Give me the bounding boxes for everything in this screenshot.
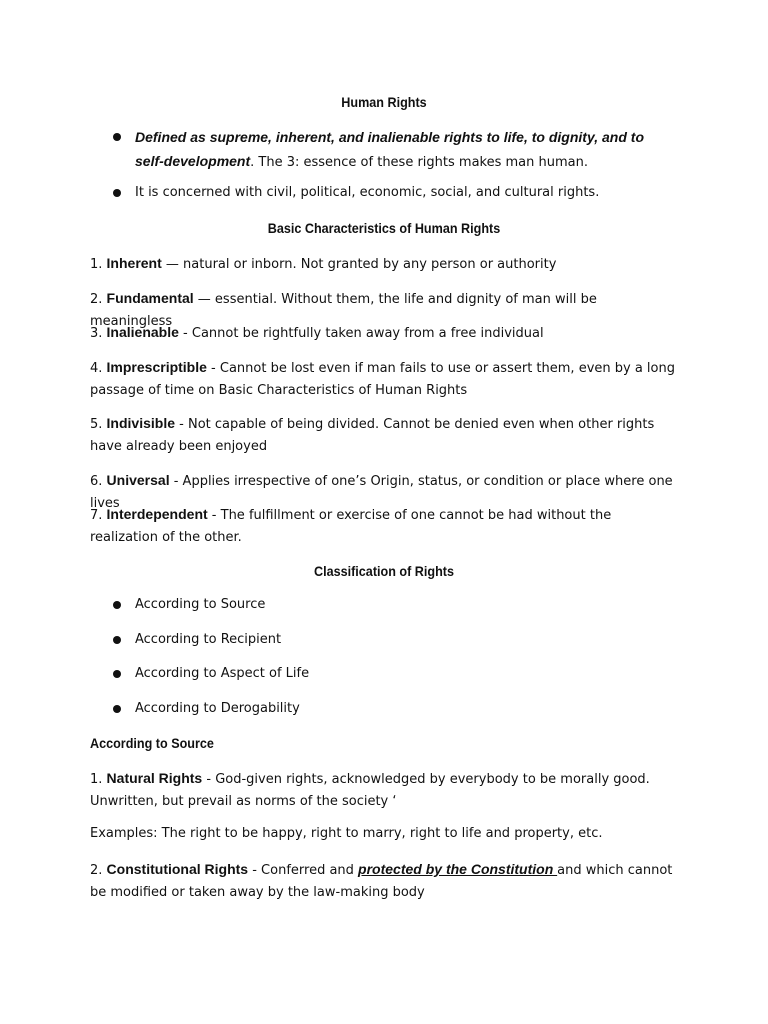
characteristic-item: 4. Imprescriptible - Cannot be lost even if man fails to use or assert them, even by a long passage of time on Basic Characteristics of Human Rights [90, 359, 675, 398]
intro-bullet-2: It is concerned with civil, political, economic, social, and cultural rights. [135, 185, 600, 200]
bullet-icon [113, 601, 121, 609]
bullet-icon [113, 189, 121, 197]
bullet-icon [113, 670, 121, 678]
examples-text: Examples: The right to be happy, right to marry, right to life and property, etc. [90, 826, 603, 841]
classification-heading: Classification of Rights [313, 563, 455, 579]
natural-rights-item: 1. Natural Rights - God-given rights, acknowledged by everybody to be morally good. Unwritten, but prevail as norms of the society ‘ [90, 770, 650, 809]
bullet-icon [113, 133, 121, 141]
characteristic-item: 3. Inalienable - Cannot be rightfully taken away from a free individual [90, 324, 544, 341]
intro-bullet-1 [135, 126, 675, 174]
source-heading: According to Source [90, 735, 214, 751]
definition-emphasis: Defined as supreme, inherent, and inalienable rights to life, to dignity, and to self-development [135, 129, 644, 169]
constitutional-rights-item: 2. Constitutional Rights - Conferred and protected by the Constitution and which cannot be modified or taken away by the law-making body [90, 861, 673, 900]
constitution-emphasis: protected by the Constitution [358, 861, 558, 877]
classification-item: According to Source [135, 597, 266, 612]
document-title: Human Rights [341, 94, 427, 110]
classification-item: According to Recipient [135, 632, 282, 647]
bullet-icon [113, 636, 121, 644]
characteristic-item: 1. Inherent — natural or inborn. Not granted by any person or authority [90, 255, 557, 272]
characteristic-item: 5. Indivisible - Not capable of being divided. Cannot be denied even when other rights have already been enjoyed [90, 415, 655, 454]
characteristics-heading: Basic Characteristics of Human Rights [267, 220, 501, 236]
characteristic-item: 2. Fundamental — essential. Without them, the life and dignity of man will be meaningless [90, 290, 597, 329]
classification-item: According to Aspect of Life [135, 666, 310, 681]
definition-rest: . The 3: essence of these rights makes man human. [250, 155, 588, 170]
classification-item: According to Derogability [135, 701, 300, 716]
bullet-icon [113, 705, 121, 713]
characteristic-item: 7. Interdependent - The fulfillment or exercise of one cannot be had without the realization of the other. [90, 506, 612, 545]
characteristic-item: 6. Universal - Applies irrespective of one’s Origin, status, or condition or place where one lives [90, 472, 673, 511]
